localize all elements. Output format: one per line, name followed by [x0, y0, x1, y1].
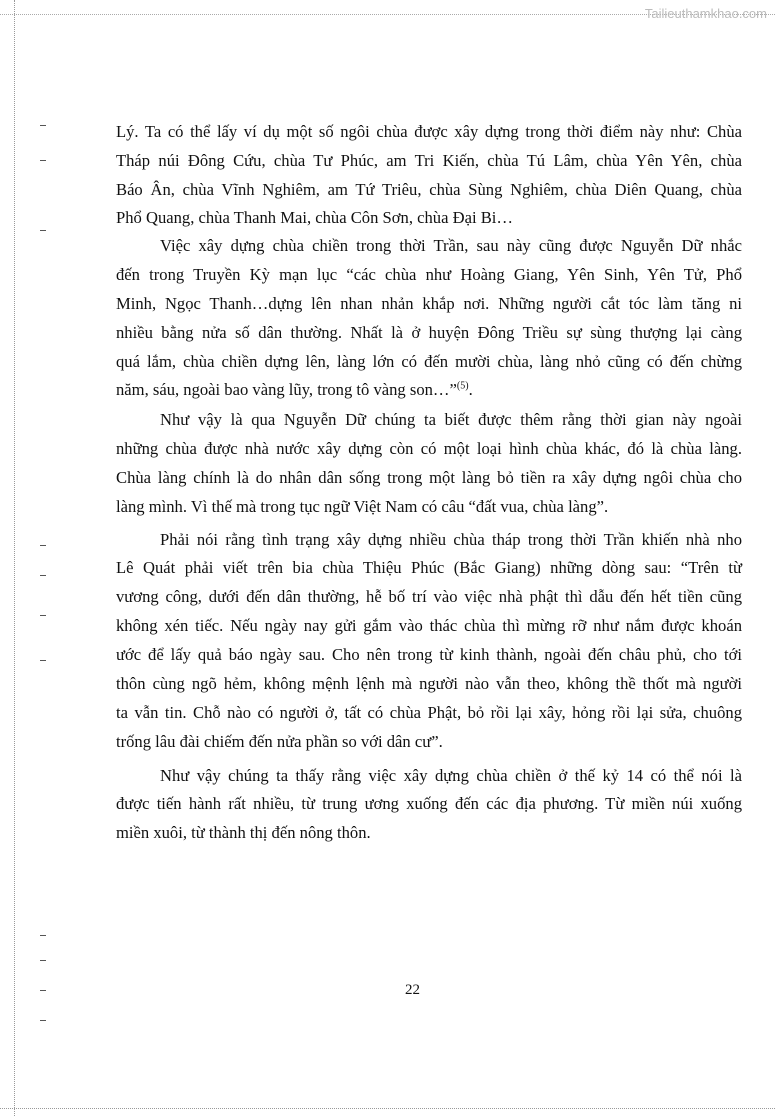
text-line — [116, 294, 742, 314]
scan-mark — [40, 125, 46, 126]
text-line-content: vương công, dưới đến dân thường, hễ bố trí vào việc nhà phật thì dẫu đến hết tiền cũng — [116, 587, 742, 606]
scan-mark — [40, 960, 46, 961]
text-line-content: Phổ Quang, chùa Thanh Mai, chùa Côn Sơn, chùa Đại Bi… — [116, 208, 513, 227]
scan-mark — [40, 160, 46, 161]
scan-mark — [40, 935, 46, 936]
scan-mark — [40, 1020, 46, 1021]
text-line-content: được tiến hành rất nhiều, từ trung ương xuống đến các địa phương. Từ miền núi xuống — [116, 794, 742, 813]
text-line — [116, 352, 742, 372]
text-line-content: những chùa được nhà nước xây dựng còn có một loại hình chùa khác, đó là chùa làng. — [116, 439, 742, 458]
text-line-content: thôn cùng ngõ hẻm, không mệnh lệnh mà người nào vẫn theo, không thề thốt mà người — [116, 674, 742, 693]
text-line — [116, 645, 742, 665]
text-line — [116, 208, 742, 228]
text-line-content: ước để lấy quả báo ngày sau. Cho nên trong từ kinh thành, ngoài đến châu phủ, cho tới — [116, 645, 742, 664]
text-line — [116, 323, 742, 343]
text-line-content: Như vậy chúng ta thấy rằng việc xây dựng chùa chiền ở thế kỷ 14 có thể nói là — [160, 766, 742, 785]
text-line-content: năm, sáu, ngoài bao vàng lũy, trong tô vàng son…” — [116, 380, 457, 399]
text-line — [116, 151, 742, 171]
text-line-content: Lê Quát phải viết trên bia chùa Thiệu Phúc (Bắc Giang) những dòng sau: “Trên từ — [116, 558, 742, 577]
scan-mark — [40, 575, 46, 576]
footnote-reference: (5) — [456, 380, 469, 392]
text-line — [116, 703, 742, 723]
text-line — [116, 439, 742, 459]
text-line: năm, sáu, ngoài bao vàng lũy, trong tô vàng son…”$^{(5)}$. — [116, 380, 473, 399]
watermark: Tailieuthamkhao.com — [644, 6, 767, 21]
text-line — [116, 497, 742, 517]
text-line-content: Tháp núi Đông Cứu, chùa Tư Phúc, am Tri Kiến, chùa Tú Lâm, chùa Yên Yên, chùa — [116, 151, 742, 170]
text-line-content: Như vậy là qua Nguyễn Dữ chúng ta biết được thêm rằng thời gian này ngoài — [160, 410, 742, 429]
text-line — [116, 558, 742, 578]
text-line — [116, 122, 742, 142]
text-line — [116, 732, 742, 752]
scan-mark — [40, 615, 46, 616]
text-line — [116, 794, 742, 814]
text-line-content: trống lâu đài chiếm đến nửa phần so với dân cư”. — [116, 732, 443, 751]
scan-mark — [40, 660, 46, 661]
text-line-content: Chùa làng chính là do nhân dân sống trong một làng bỏ tiền ra xây dựng ngôi chùa cho — [116, 468, 742, 487]
text-line — [116, 265, 742, 285]
text-line — [116, 468, 742, 488]
text-line — [116, 587, 742, 607]
page-number: 22 — [405, 982, 420, 998]
text-line-content: Lý. Ta có thể lấy ví dụ một số ngôi chùa được xây dựng trong thời điểm này như: Chùa — [116, 122, 742, 141]
text-line-content: Phải nói rằng tình trạng xây dựng nhiều chùa tháp trong thời Trần khiến nhà nho — [160, 530, 742, 549]
text-line-content: Báo Ân, chùa Vĩnh Nghiêm, am Tứ Triêu, chùa Sùng Nghiêm, chùa Diên Quang, chùa — [116, 180, 742, 199]
text-line — [116, 674, 742, 694]
text-line — [160, 766, 742, 786]
text-line-content: Việc xây dựng chùa chiền trong thời Trần, sau này cũng được Nguyễn Dữ nhắc — [160, 236, 742, 255]
scan-edge-left — [14, 0, 16, 1116]
scan-mark — [40, 230, 46, 231]
text-line-content: đến trong Truyền Kỳ mạn lục “các chùa như Hoàng Giang, Yên Sinh, Yên Tử, Phổ — [116, 265, 742, 284]
text-line — [160, 530, 742, 550]
text-line — [116, 180, 742, 200]
text-line-content: ta vẫn tin. Chỗ nào có người ở, tất có chùa Phật, bỏ rồi lại xây, hỏng rồi lại sửa, chuông — [116, 703, 742, 722]
scan-mark — [40, 545, 46, 546]
text-line-content: làng mình. Vì thế mà trong tục ngữ Việt Nam có câu “đất vua, chùa làng”. — [116, 497, 609, 516]
scan-edge-bottom — [0, 1108, 775, 1110]
text-line-content: Minh, Ngọc Thanh…dựng lên nhan nhản khắp nơi. Những người cắt tóc làm tăng ni — [116, 294, 742, 313]
text-line-content: nhiều bằng nửa số dân thường. Nhất là ở huyện Đông Triều sự sùng thượng lại càng — [116, 323, 742, 342]
text-line-content: không xén tiếc. Nếu ngày nay gửi gắm vào thác chùa thì mừng rỡ như nắm được khoán — [116, 616, 742, 635]
text-line-content: miền xuôi, từ thành thị đến nông thôn. — [116, 823, 371, 842]
text-line — [116, 616, 742, 636]
text-line-content: quá lắm, chùa chiền dựng lên, làng lớn có đến mười chùa, làng nhỏ cũng có đến chừng — [116, 352, 742, 371]
text-line — [160, 410, 742, 430]
text-line — [116, 823, 742, 843]
text-line — [160, 236, 742, 256]
scan-mark — [40, 990, 46, 991]
